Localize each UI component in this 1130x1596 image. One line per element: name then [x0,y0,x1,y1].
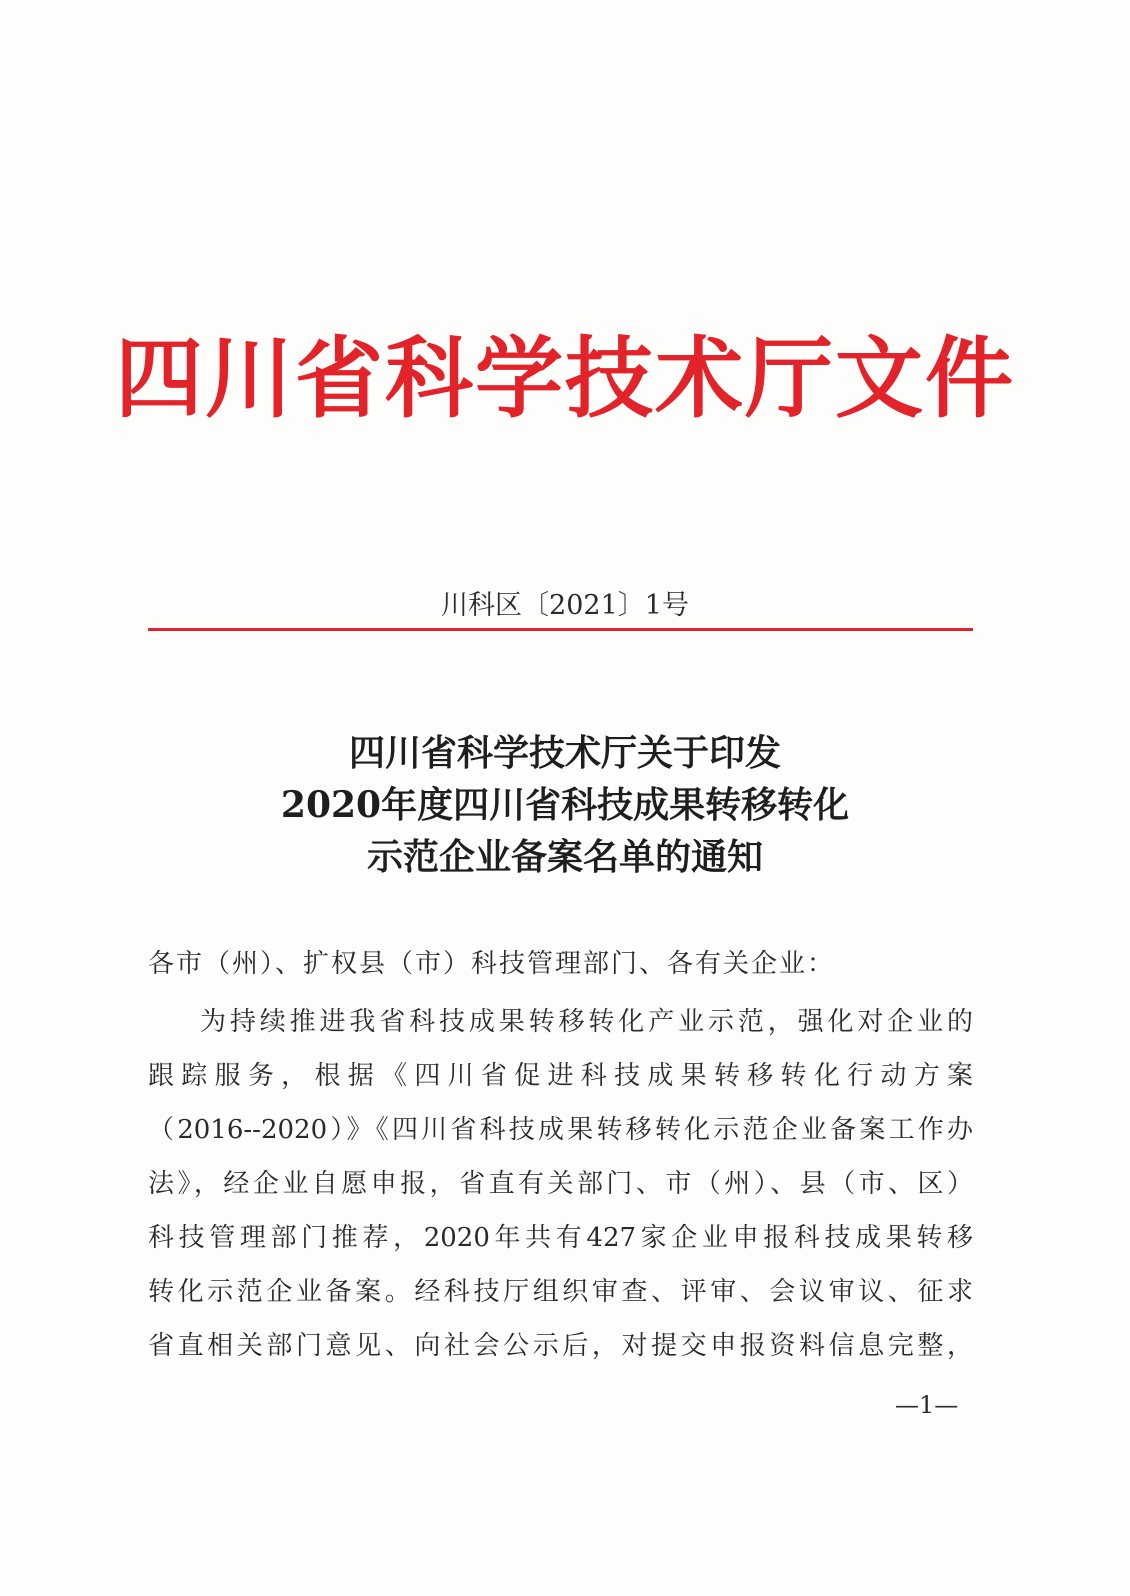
body-line-2: 跟踪服务，根据《四川省促进科技成果转移转化行动方案 [148,1061,973,1091]
body-line-3: （2016--2020）》《四川省科技成果转移转化示范企业备案工作办 [148,1115,973,1145]
notice-title-line-1: 四川省科学技术厅关于印发 [348,732,781,774]
addressee-line: 各市（州）、扩权县（市）科技管理部门、各有关企业： [148,949,836,979]
issuing-authority-header: 四川省科学技术厅文件 [114,326,1015,430]
body-line-4: 法》，经企业自愿申报，省直有关部门、市（州）、县（市、区） [148,1169,973,1199]
body-line-6: 转化示范企业备案。经科技厅组织审查、评审、会议审议、征求 [148,1277,973,1307]
notice-title [0,727,1130,883]
body-line-5: 科技管理部门推荐，2020年共有427家企业申报科技成果转移 [148,1223,973,1253]
page-number: —1— [895,1391,959,1419]
document-number: 川科区〔2021〕1号 [441,590,689,621]
body-line-7: 省直相关部门意见、向社会公示后，对提交申报资料信息完整， [148,1331,973,1361]
red-separator-line [148,628,973,631]
notice-title-line-2: 2020年度四川省科技成果转移转化 [280,784,850,826]
notice-title-line-3: 示范企业备案名单的通知 [366,836,763,878]
body-line-1: 为持续推进我省科技成果转移转化产业示范，强化对企业的 [200,1007,973,1037]
